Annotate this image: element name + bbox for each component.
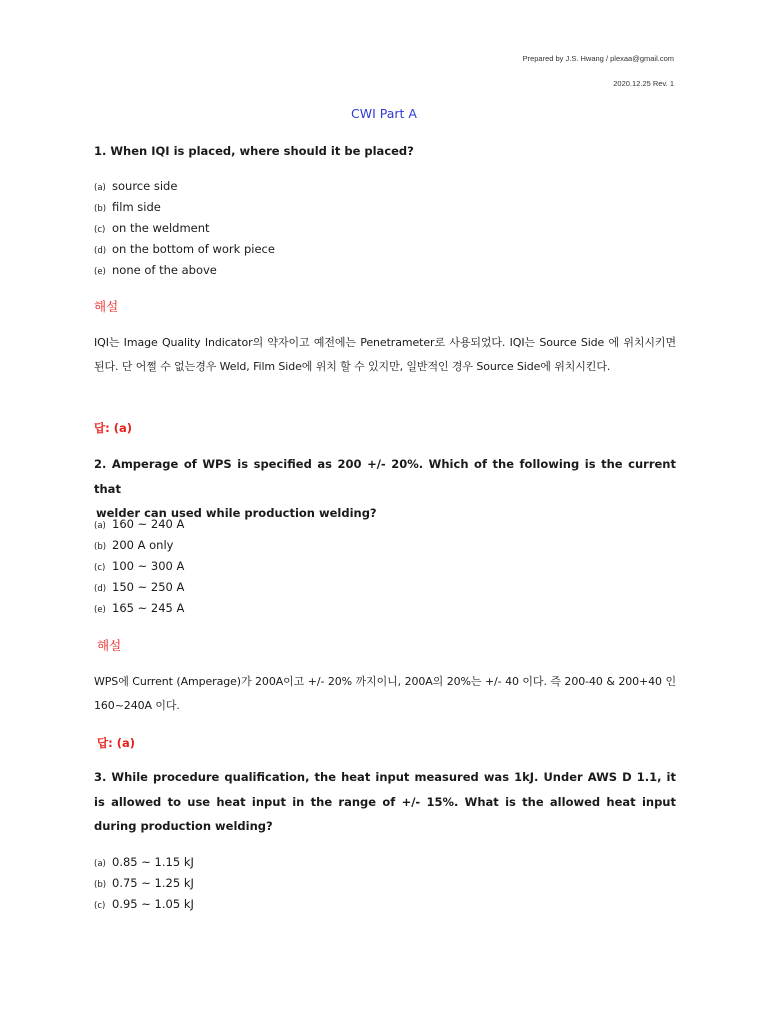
question-3: 3. While procedure qualification, the heat input measured was 1kJ. Under AWS D 1.1, it is allowed to use heat input in the range of +/- 15%. What is the allowed heat input during production welding? bbox=[94, 770, 676, 833]
option-text: 0.75 ~ 1.25 kJ bbox=[112, 876, 194, 890]
option-label: (c) bbox=[94, 901, 106, 911]
explanation-heading: 해설 bbox=[94, 299, 119, 314]
option-label: (a) bbox=[94, 521, 106, 531]
option-text: none of the above bbox=[112, 263, 217, 277]
option bbox=[94, 260, 594, 281]
option bbox=[94, 873, 594, 894]
question-2-line1: 2. Amperage of WPS is specified as 200 +/- 20%. Which of the following is the current that bbox=[94, 457, 676, 496]
prepared-by: Prepared by J.S. Hwang / plexaa@gmail.com bbox=[522, 54, 674, 63]
option-label: (c) bbox=[94, 225, 106, 235]
explanation-text: WPS에 Current (Amperage)가 200A이고 +/- 20% 까지이니, 200A의 20%는 +/- 40 이다. 즉 200-40 & 200+40 인 160~240A 이다. bbox=[94, 675, 676, 712]
option-label: (b) bbox=[94, 880, 107, 890]
answer: 답: (a) bbox=[97, 736, 135, 750]
option-text: film side bbox=[112, 200, 161, 214]
option bbox=[94, 218, 594, 239]
question-1-options bbox=[94, 176, 594, 281]
option-text: 150 ~ 250 A bbox=[112, 580, 185, 594]
option bbox=[94, 577, 594, 598]
option bbox=[94, 894, 594, 915]
date-revision: 2020.12.25 Rev. 1 bbox=[613, 79, 674, 88]
option-text: 0.95 ~ 1.05 kJ bbox=[112, 897, 194, 911]
question-2-options bbox=[94, 514, 594, 619]
option-text: 100 ~ 300 A bbox=[112, 559, 185, 573]
option-label: (e) bbox=[94, 267, 106, 277]
option-text: 0.85 ~ 1.15 kJ bbox=[112, 855, 194, 869]
option-text: source side bbox=[112, 179, 178, 193]
question-1: 1. When IQI is placed, where should it be placed? bbox=[94, 144, 414, 158]
option bbox=[94, 514, 594, 535]
option bbox=[94, 556, 594, 577]
explanation-heading: 해설 bbox=[97, 638, 122, 653]
option bbox=[94, 852, 594, 873]
option-label: (d) bbox=[94, 584, 107, 594]
option-text: 165 ~ 245 A bbox=[112, 601, 185, 615]
option bbox=[94, 239, 594, 260]
option-text: on the bottom of work piece bbox=[112, 242, 275, 256]
option bbox=[94, 598, 594, 619]
option-text: on the weldment bbox=[112, 221, 210, 235]
option-label: (b) bbox=[94, 204, 107, 214]
option-label: (c) bbox=[94, 563, 106, 573]
option-text: 200 A only bbox=[112, 538, 174, 552]
option bbox=[94, 197, 594, 218]
option-text: 160 ~ 240 A bbox=[112, 517, 185, 531]
explanation-text: IQI는 Image Quality Indicator의 약자이고 예전에는 Penetrameter로 사용되었다. IQI는 Source Side 에 위치시키면 된다. 단 어쩔 수 없는경우 Weld, Film Side에 위치 할 수 있지만, 일반적인 경우 Source Side에 위치시킨다. bbox=[94, 336, 676, 373]
option bbox=[94, 535, 594, 556]
option-label: (a) bbox=[94, 859, 106, 869]
option bbox=[94, 176, 594, 197]
option-label: (d) bbox=[94, 246, 107, 256]
option-label: (a) bbox=[94, 183, 106, 193]
document-title: CWI Part A bbox=[351, 106, 417, 121]
question-2-line2: welder can used while production welding? bbox=[96, 506, 377, 520]
answer: 답: (a) bbox=[94, 421, 132, 435]
option-label: (e) bbox=[94, 605, 106, 615]
question-3-options bbox=[94, 852, 594, 915]
option-label: (b) bbox=[94, 542, 107, 552]
